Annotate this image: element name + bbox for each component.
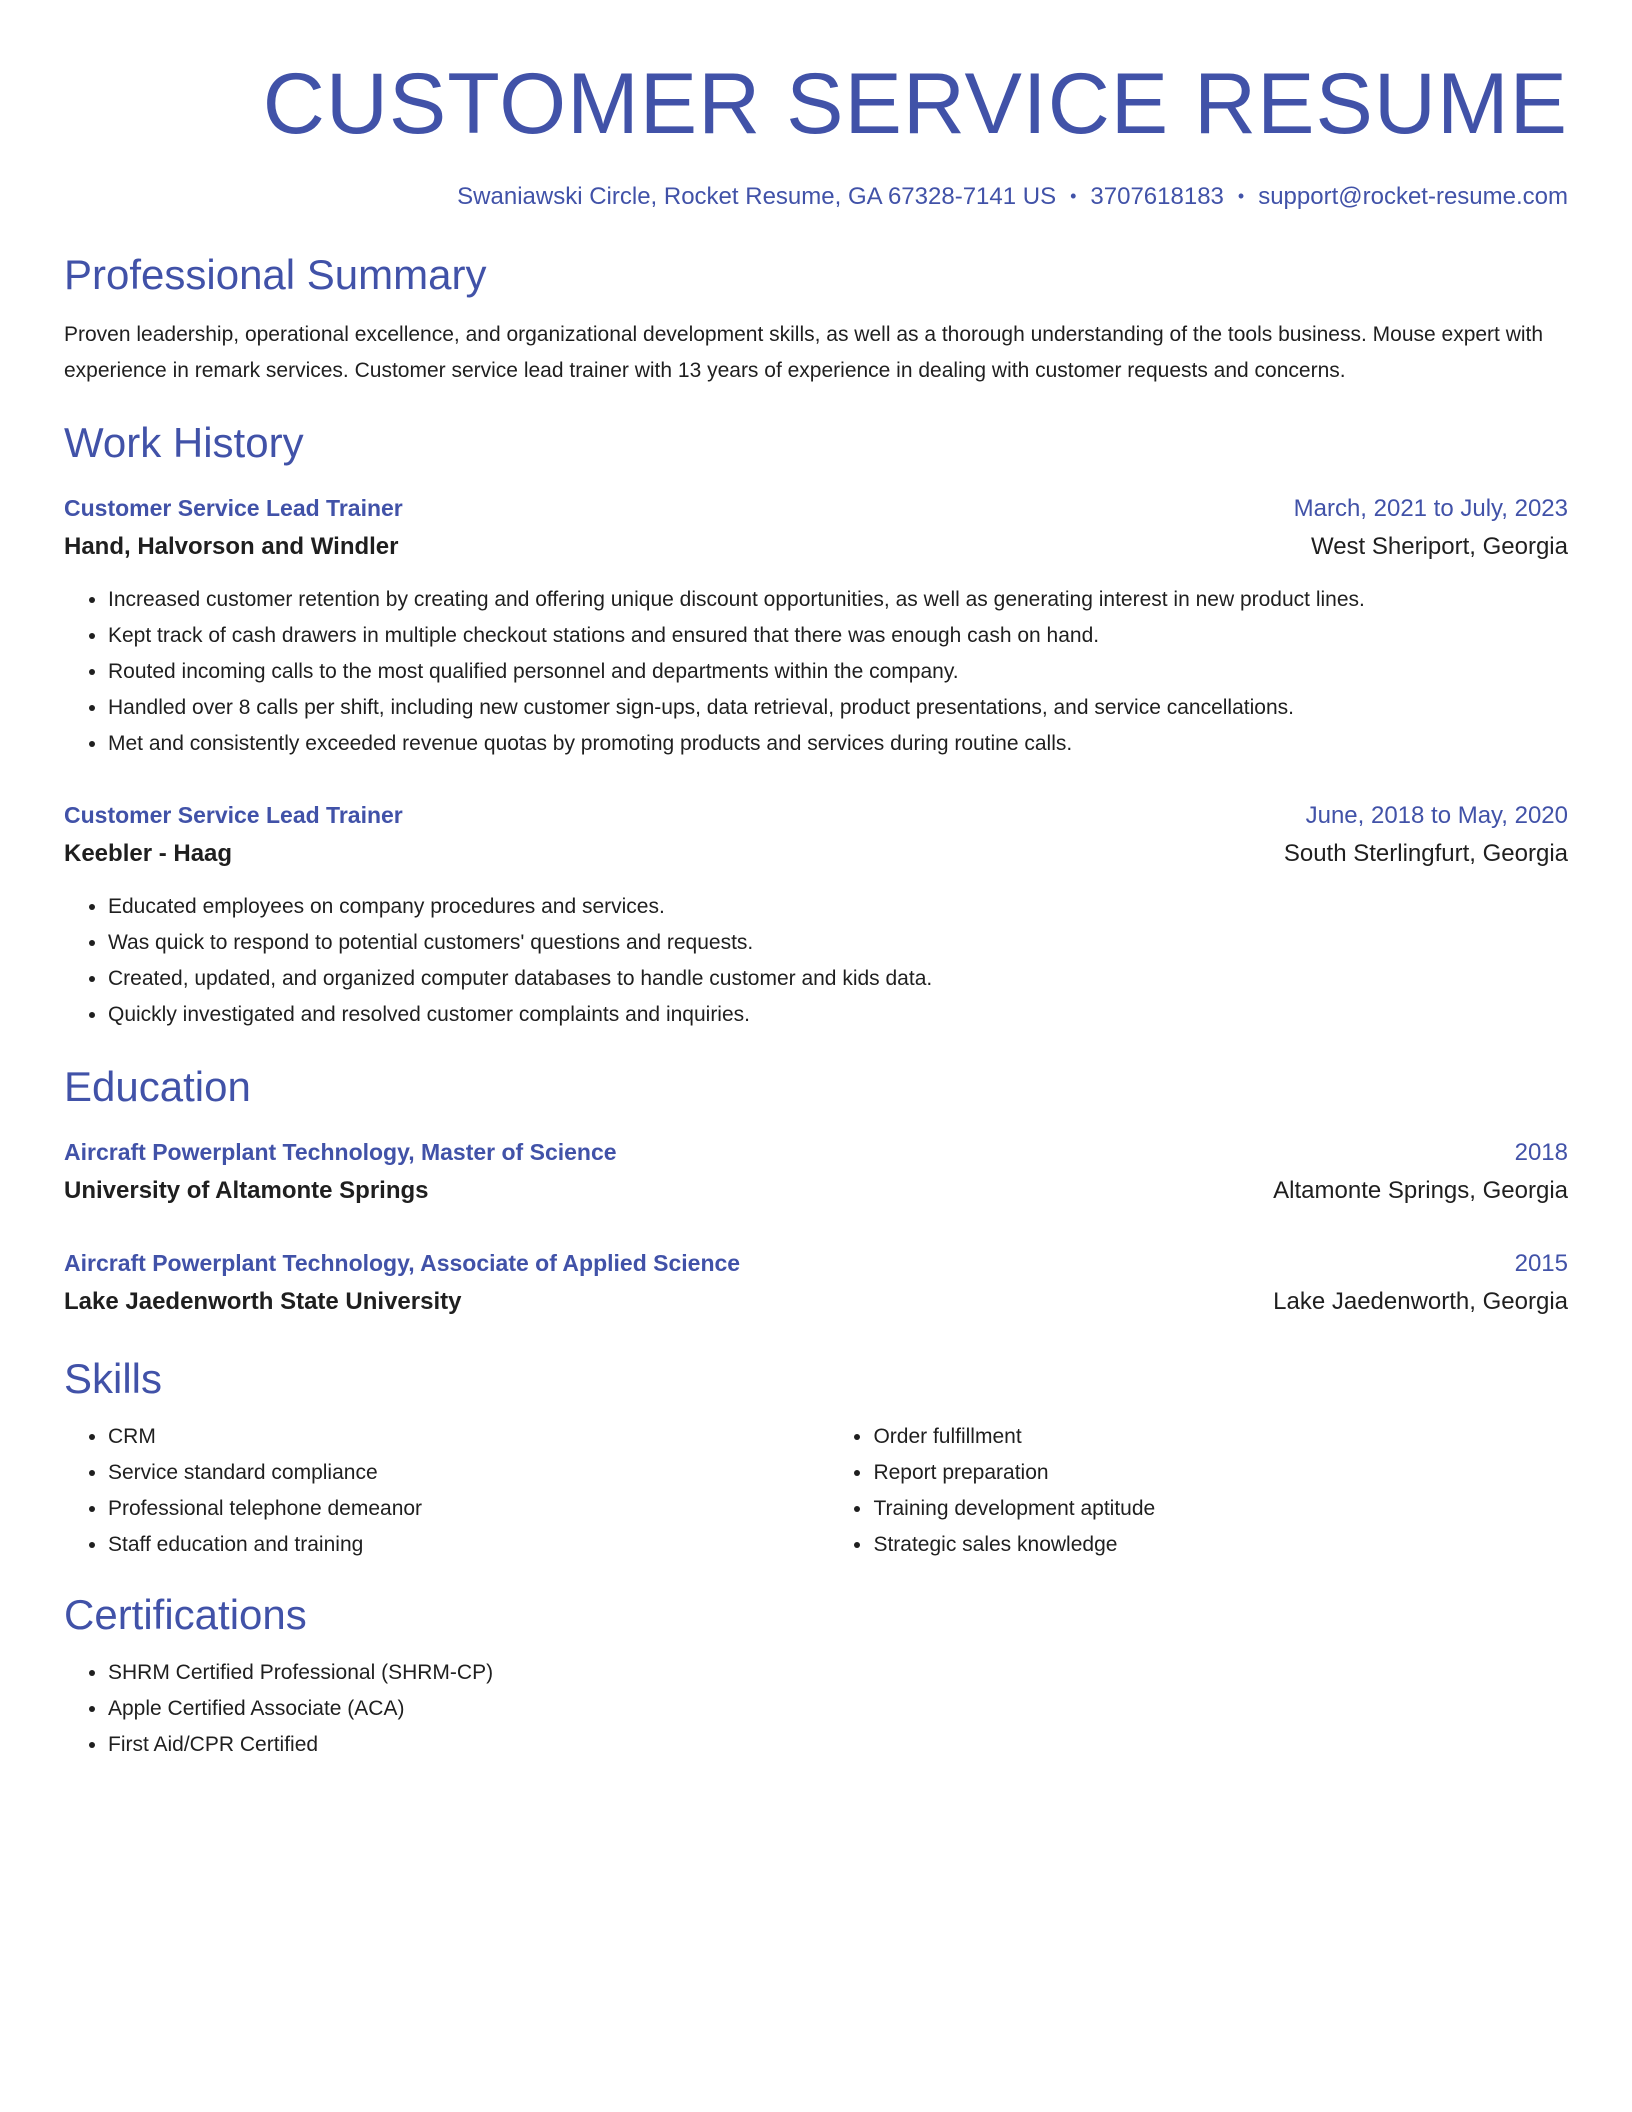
list-item: • Strategic sales knowledge [873, 1527, 1568, 1563]
education-entry [64, 1244, 1568, 1321]
education-location: Lake Jaedenworth, Georgia [1273, 1288, 1568, 1315]
job-entry [64, 489, 1568, 762]
section-heading-skills: Skills [64, 1355, 163, 1402]
certifications-section [64, 1591, 1568, 1763]
list-item: • Kept track of cash drawers in multiple checkout stations and ensured that there was enough cash on hand. [108, 618, 1568, 654]
job-location: South Sterlingfurt, Georgia [1283, 840, 1568, 867]
list-item: • Order fulfillment [873, 1419, 1568, 1455]
list-item: • Professional telephone demeanor [108, 1491, 837, 1527]
list-item: • Met and consistently exceeded revenue quotas by promoting products and services during routine calls. [108, 726, 1568, 762]
job-entry [64, 796, 1568, 1033]
list-item: • Handled over 8 calls per shift, including new customer sign-ups, data retrieval, product presentations, and service cancellations. [108, 690, 1568, 726]
list-item: • CRM [108, 1419, 837, 1455]
professional-summary-section [64, 251, 1568, 389]
list-item: • Apple Certified Associate (ACA) [108, 1691, 1568, 1727]
job-company: Keebler - Haag [64, 840, 233, 867]
job-dates: June, 2018 to May, 2020 [1305, 802, 1568, 829]
work-history-section [64, 419, 1568, 1033]
section-heading-certifications: Certifications [64, 1591, 307, 1638]
list-item: • Staff education and training [108, 1527, 837, 1563]
list-item: • Increased customer retention by creating and offering unique discount opportunities, as well as generating interest in new product lines. [108, 582, 1568, 618]
job-company: Hand, Halvorson and Windler [64, 533, 399, 560]
job-role: Customer Service Lead Trainer [64, 802, 403, 828]
resume-title: CUSTOMER SERVICE RESUME [262, 56, 1568, 152]
education-degree: Aircraft Powerplant Technology, Associate of Applied Science [64, 1250, 741, 1276]
section-heading-summary: Professional Summary [64, 251, 487, 298]
section-heading-work-history: Work History [64, 419, 304, 466]
list-item: • Training development aptitude [873, 1491, 1568, 1527]
contact-phone: 3707618183 [1090, 183, 1224, 210]
resume-header [64, 56, 1568, 213]
contact-separator: • [1070, 186, 1077, 206]
skills-list-right [837, 1419, 1568, 1563]
certifications-list [64, 1655, 1568, 1763]
education-section [64, 1063, 1568, 1321]
education-degree: Aircraft Powerplant Technology, Master of Science [64, 1139, 617, 1165]
job-role: Customer Service Lead Trainer [64, 495, 403, 521]
contact-separator: • [1237, 186, 1245, 206]
education-year: 2018 [1514, 1139, 1568, 1166]
education-location: Altamonte Springs, Georgia [1273, 1177, 1568, 1204]
list-item: • Educated employees on company procedures and services. [108, 889, 1568, 925]
contact-line [64, 180, 1568, 213]
skills-list-left [64, 1419, 837, 1563]
section-heading-education: Education [64, 1063, 251, 1110]
list-item: • Report preparation [873, 1455, 1568, 1491]
list-item: • Routed incoming calls to the most qualified personnel and departments within the company. [108, 654, 1568, 690]
education-school: Lake Jaedenworth State University [64, 1288, 462, 1315]
contact-email: support@rocket-resume.com [1258, 183, 1568, 210]
job-bullets [64, 889, 1568, 1033]
summary-text: Proven leadership, operational excellence, and organizational development skills, as well as a thorough understanding of the tools business. Mouse expert with experience in remark services. Customer service lead trainer with 13 years of experience in dealing with customer requests and concerns. [64, 323, 1544, 382]
list-item: • Was quick to respond to potential customers' questions and requests. [108, 925, 1568, 961]
education-school: University of Altamonte Springs [64, 1177, 429, 1204]
education-year: 2015 [1514, 1250, 1568, 1277]
list-item: • Created, updated, and organized computer databases to handle customer and kids data. [108, 961, 1568, 997]
list-item: • Quickly investigated and resolved customer complaints and inquiries. [108, 997, 1568, 1033]
education-entry [64, 1133, 1568, 1210]
list-item: • SHRM Certified Professional (SHRM-CP) [108, 1655, 1568, 1691]
list-item: • Service standard compliance [108, 1455, 837, 1491]
skills-columns [64, 1419, 1568, 1563]
contact-address: Swaniawski Circle, Rocket Resume, GA 67328-7141 US [457, 183, 1057, 210]
job-bullets [64, 582, 1568, 762]
job-location: West Sheriport, Georgia [1310, 533, 1568, 560]
job-dates: March, 2021 to July, 2023 [1293, 495, 1568, 522]
list-item: • First Aid/CPR Certified [108, 1727, 1568, 1763]
skills-section [64, 1355, 1568, 1563]
